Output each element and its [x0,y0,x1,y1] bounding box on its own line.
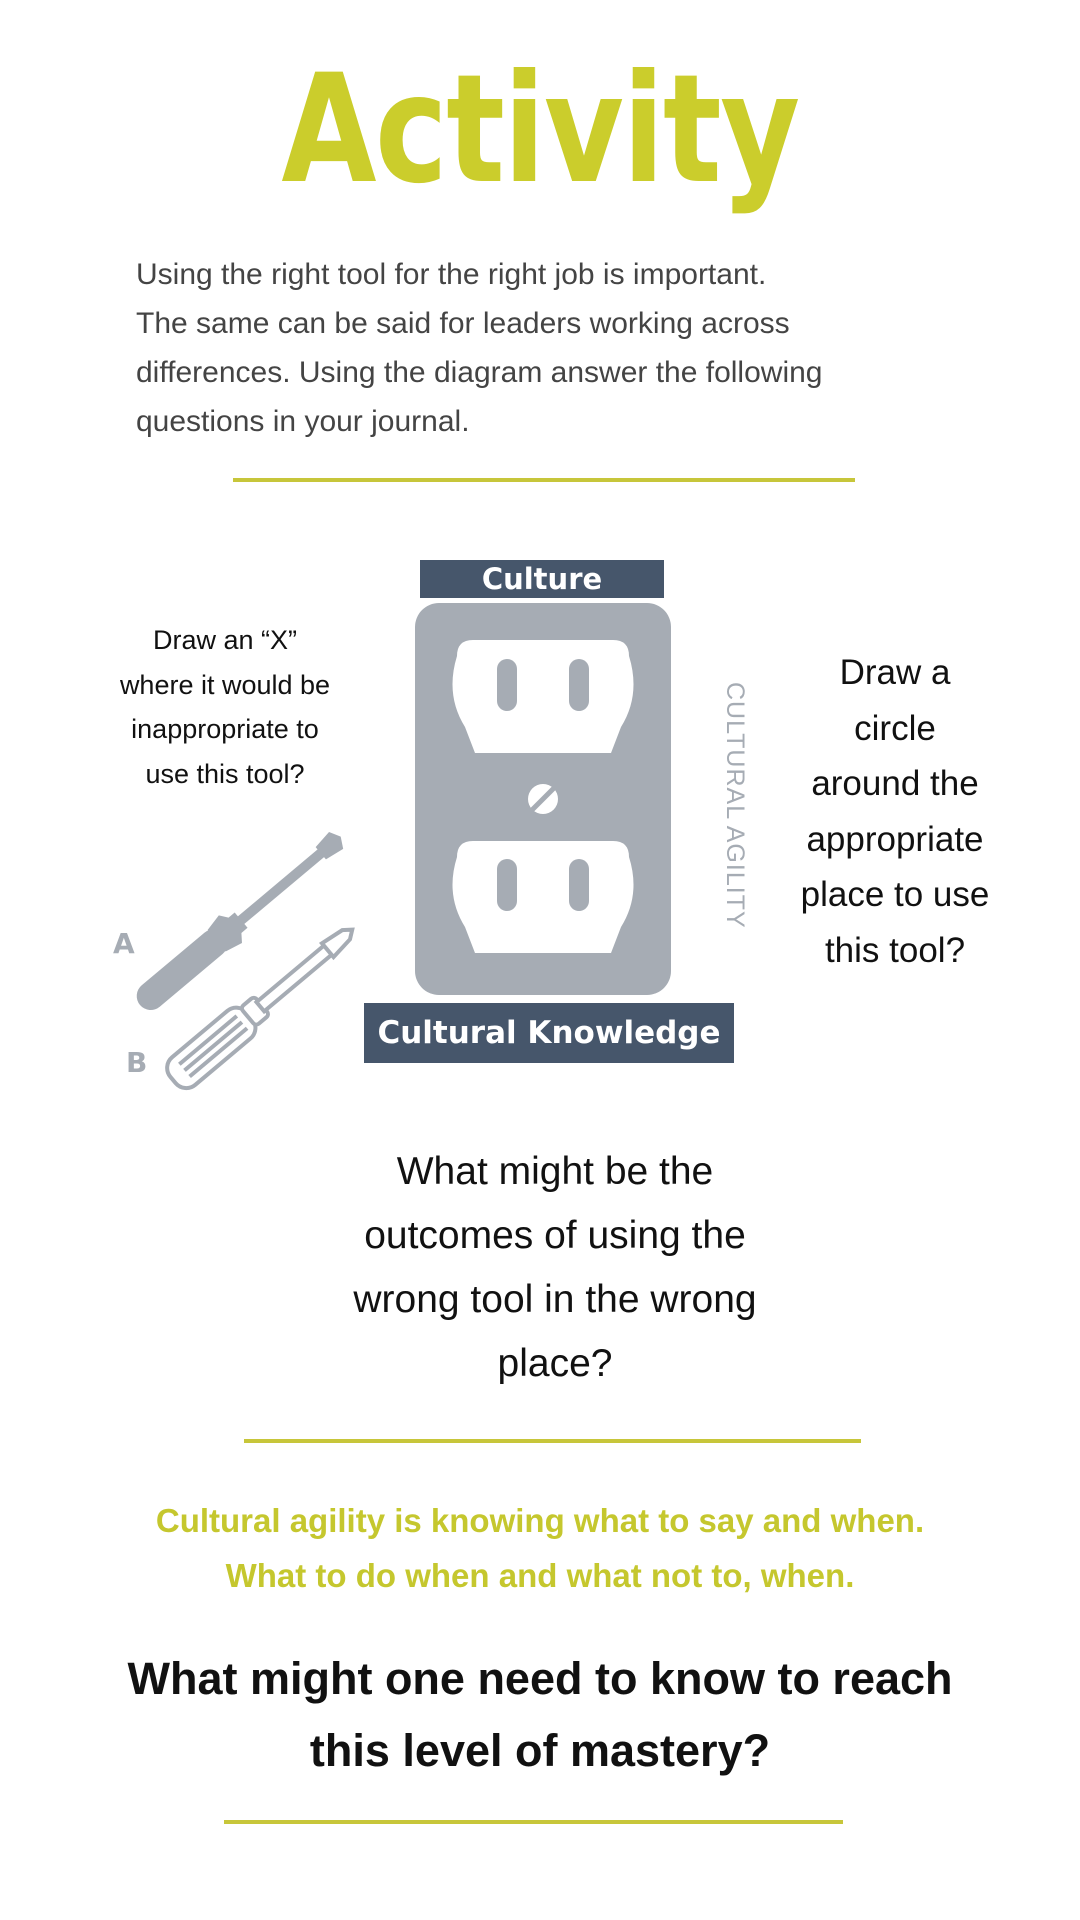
outlet-icon [415,603,671,995]
right-instruction [770,645,1020,978]
question-mastery [60,1643,1020,1787]
cultural-agility-label: CULTURAL AGILITY [721,682,749,929]
tool-label-a: A [113,927,135,960]
instruction-line: appropriate [806,819,984,859]
question-line: wrong tool in the wrong [353,1278,757,1321]
question-line: place? [497,1342,613,1385]
instruction-line: around the [811,764,979,803]
instruction-line: Draw a [839,653,951,692]
tool-label-b: B [126,1046,148,1079]
quote-line: Cultural agility is knowing what to say and when. [155,1502,925,1539]
divider-top [233,478,855,482]
intro-line: Using the right tool for the right job is important. [136,258,767,291]
intro-line: questions in your journal. [136,405,470,438]
cultural-agility-quote [60,1493,1020,1603]
intro-line: The same can be said for leaders working across [136,307,790,340]
intro-line: differences. Using the diagram answer the following [136,356,823,389]
cultural-knowledge-label: Cultural Knowledge [364,1003,734,1063]
divider-bottom [224,1820,843,1824]
culture-label: Culture [420,560,664,598]
quote-line: What to do when and what not to, when. [225,1557,855,1594]
divider-middle [244,1439,861,1443]
instruction-line: where it would be [119,669,331,700]
page-title: Activity [281,43,799,217]
question-outcomes [300,1140,810,1396]
phillips-screwdriver-icon [155,890,395,1100]
question-line: this level of mastery? [309,1725,771,1776]
instruction-line: use this tool? [145,758,305,789]
question-line: What might one need to know to reach [127,1653,953,1704]
left-instruction [90,618,360,796]
question-line: What might be the [396,1150,714,1193]
instruction-line: place to use [800,875,990,914]
instruction-line: this tool? [824,930,966,970]
intro-paragraph [136,250,956,446]
question-line: outcomes of using the [364,1214,746,1257]
instruction-line: inappropriate to [131,714,319,744]
instruction-line: circle [854,708,936,748]
instruction-line: Draw an “X” [152,625,298,655]
